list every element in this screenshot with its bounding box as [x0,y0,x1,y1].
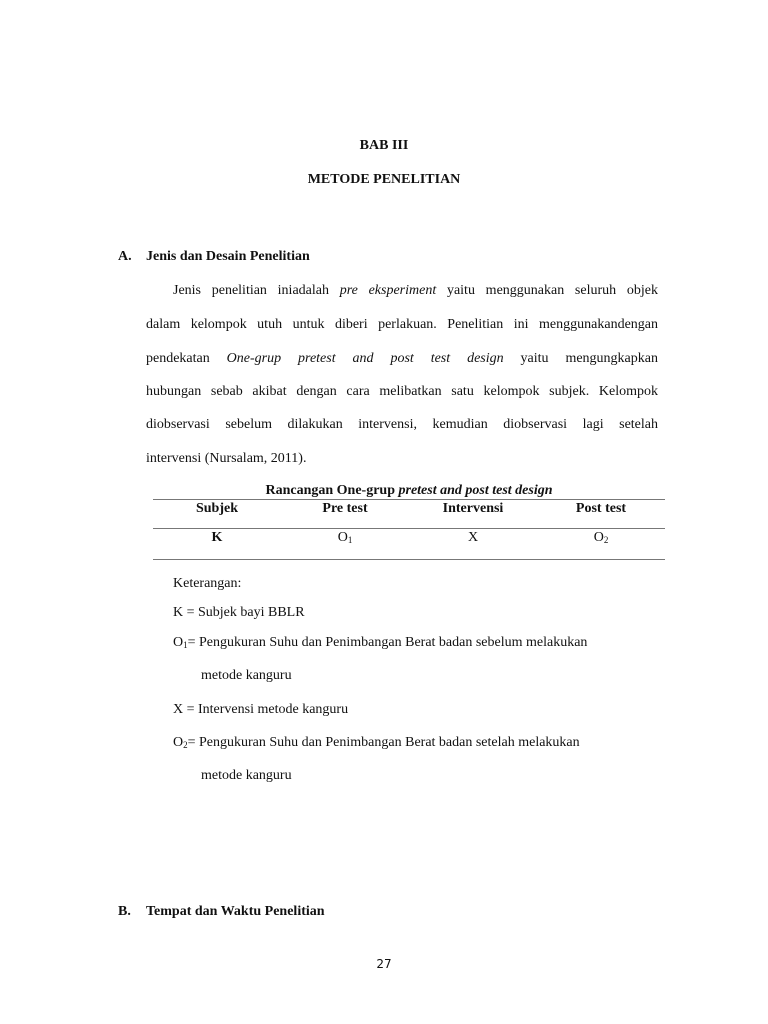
table-header-posttest: Post test [575,501,627,516]
table-cell-pretest: $O_1$ [337,530,353,545]
table-header-rule [153,528,665,529]
paragraph-line: pendekatan One-grup pretest and post test design yaitu mengungkapkan [146,351,658,366]
table-cell-posttest: $O_2$ [593,530,609,545]
section-b-heading: Tempat dan Waktu Penelitian [146,904,325,919]
paragraph-line: hubungan sebab akibat dengan cara melibatkan satu kelompok subjek. Kelompok [146,384,658,399]
table-top-rule [153,499,665,500]
section-b-marker: B. [118,904,131,919]
paragraph-line: diobservasi sebelum dilakukan intervensi, kemudian diobservasi lagi setelah [146,417,658,432]
section-a-marker: A. [118,249,132,264]
table-cell-subjek: K [211,530,223,545]
section-a-heading: Jenis dan Desain Penelitian [146,249,310,264]
notes-o2-continuation: metode kanguru [201,768,292,783]
table-header-pretest: Pre test [322,501,368,516]
notes-o2-line: $O_2=$ Pengukuran Suhu dan Penimbangan Berat badan setelah melakukan [173,735,580,750]
notes-o1-line: $O_1=$ Pengukuran Suhu dan Penimbangan Berat badan sebelum melakukan [173,635,588,650]
table-caption: Rancangan One-grup pretest and post test design [265,483,553,498]
paragraph-line: dalam kelompok utuh untuk diberi perlakuan. Penelitian ini menggunakandengan [146,317,658,332]
paragraph-line: Jenis penelitian iniadalah pre eksperiment yaitu menggunakan seluruh objek [173,283,658,298]
notes-k-line: K = Subjek bayi BBLR [173,605,305,620]
table-cell-intervensi: X [467,530,479,545]
notes-label: Keterangan: [173,576,242,591]
page-number: 27 [376,957,392,971]
notes-o1-continuation: metode kanguru [201,668,292,683]
chapter-number: BAB III [359,138,409,153]
notes-x-line: X = Intervensi metode kanguru [173,702,349,717]
table-header-subjek: Subjek [195,501,239,516]
paragraph-line: intervensi (Nursalam, 2011). [146,451,307,466]
table-header-intervensi: Intervensi [442,501,504,516]
chapter-title: METODE PENELITIAN [307,172,461,187]
table-bottom-rule [153,559,665,560]
